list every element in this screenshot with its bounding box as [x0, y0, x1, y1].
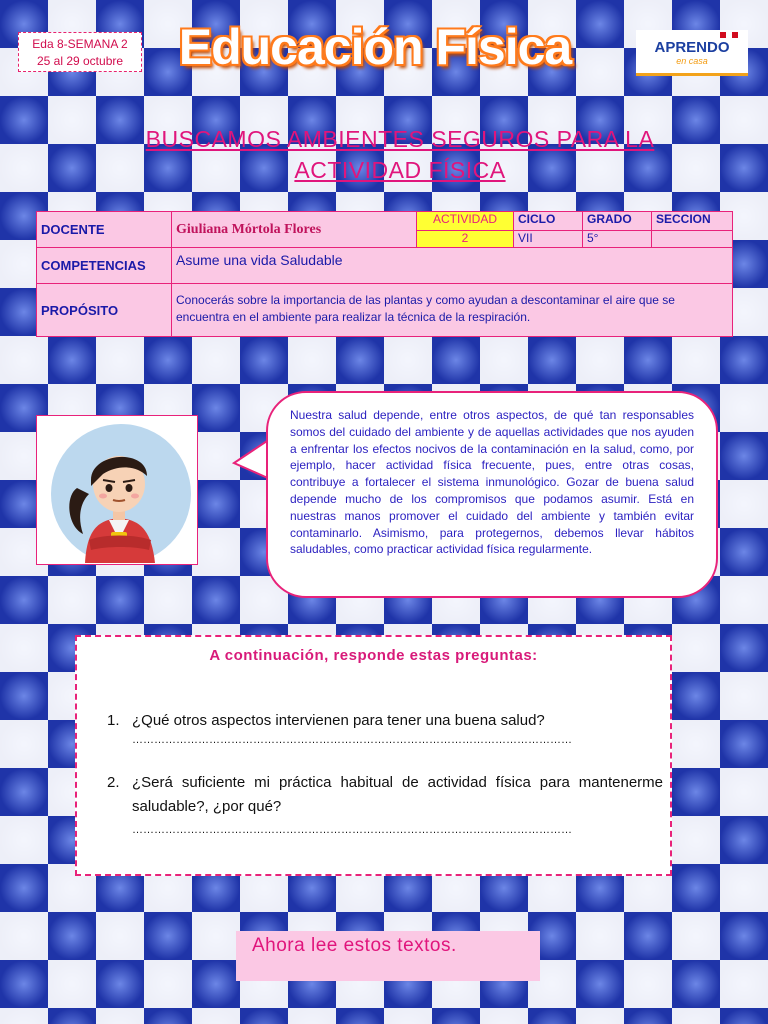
- question-text: ¿Qué otros aspectos intervienen para tener una buena salud?: [132, 712, 545, 729]
- questions-panel: [75, 635, 672, 876]
- competencias-label: COMPETENCIAS: [37, 248, 172, 284]
- seccion-value: [652, 231, 733, 248]
- week-label: [18, 32, 142, 72]
- question-item-2: [107, 771, 663, 837]
- teacher-avatar-frame: [36, 415, 198, 565]
- docente-label: DOCENTE: [37, 212, 172, 248]
- info-table: [36, 211, 733, 337]
- week-line-1: Eda 8-SEMANA 2: [32, 37, 128, 51]
- peru-flag-icon: [720, 32, 738, 38]
- docente-name: Giuliana Mórtola Flores: [172, 212, 417, 248]
- ciclo-value: VII: [514, 231, 583, 248]
- page-title: Educación Física: [178, 19, 572, 75]
- question-number: 1.: [107, 712, 120, 729]
- lesson-subtitle: [90, 124, 710, 186]
- week-line-2: 25 al 29 octubre: [36, 54, 124, 68]
- questions-heading: A continuación, responde estas preguntas:: [209, 647, 538, 664]
- aprendo-en-casa-logo: [636, 30, 748, 76]
- proposito-value: Conocerás sobre la importancia de las plantas y como ayudan a descontaminar el aire que se encuentra en el ambiente para realizar la técnica de la respiración.: [172, 284, 733, 337]
- teacher-avatar: [37, 416, 196, 563]
- subtitle-line-1: BUSCAMOS AMBIENTES SEGUROS PARA LA: [145, 126, 655, 152]
- read-more-text: Ahora lee estos textos.: [252, 935, 457, 956]
- logo-text-main: APRENDO: [654, 39, 730, 56]
- seccion-label: SECCION: [652, 212, 733, 231]
- speech-bubble-text: Nuestra salud depende, entre otros aspectos, de qué tan responsables somos del cuidado del ambiente y de aquellas actividades que nos ayuden a enfrentar los efectos nocivos de la contaminación en la salud, como, por ejemplo, hacer actividad física frecuente, pues, entre otras cosas, contribuye a fortalecer el sistema inmunológico. Gozar de buena salud depende mucho de los compromisos que podamos asumir. Está en nuestras manos promover el cuidado del ambiente y también evitar contaminarlo. Asimismo, para protegernos, debemos llevar hábitos saludables, como practicar actividad física regularmente.: [290, 408, 694, 557]
- logo-text-sub: en casa: [676, 56, 708, 66]
- answer-line[interactable]: …………………………………………………………………………………………………………: [132, 734, 572, 746]
- competencias-value: Asume una vida Saludable: [172, 248, 733, 284]
- question-text: ¿Será suficiente mi práctica habitual de actividad física para mantenerme saludable?, ¿por qué?: [132, 774, 663, 815]
- grado-label: GRADO: [583, 212, 652, 231]
- speech-bubble: [266, 391, 718, 598]
- actividad-value: 2: [417, 231, 514, 248]
- ciclo-label: CICLO: [514, 212, 583, 231]
- question-item-1: [107, 709, 663, 747]
- grado-value: 5°: [583, 231, 652, 248]
- subtitle-line-2: ACTIVIDAD FÍSICA: [294, 157, 506, 183]
- read-more-banner: [236, 931, 540, 981]
- question-number: 2.: [107, 774, 120, 791]
- proposito-label: PROPÓSITO: [37, 284, 172, 337]
- actividad-label: ACTIVIDAD: [417, 212, 514, 231]
- answer-line[interactable]: …………………………………………………………………………………………………………: [132, 824, 572, 836]
